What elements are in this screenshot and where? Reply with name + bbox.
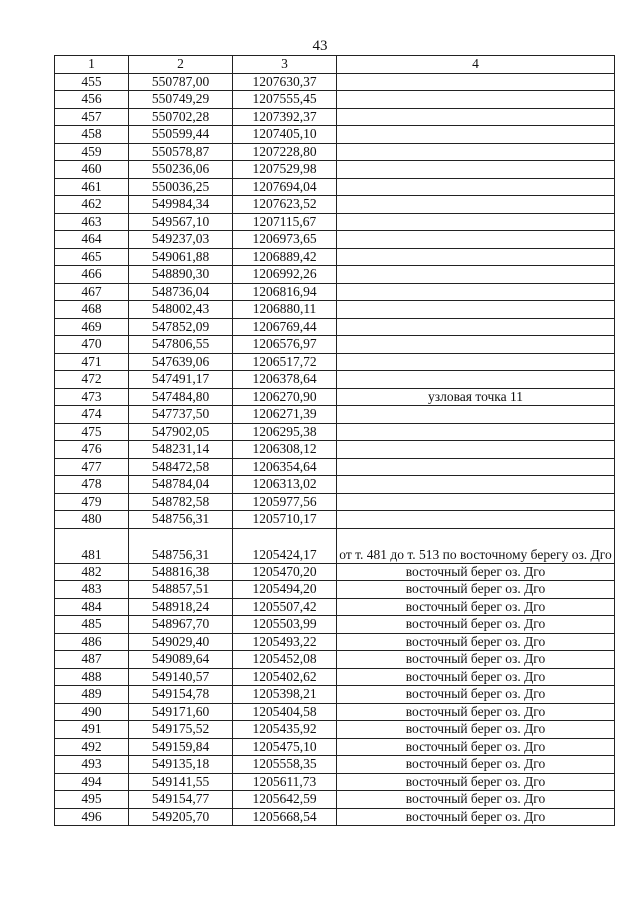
y-coordinate-cell: 1207529,98 xyxy=(233,161,337,179)
point-number-cell: 465 xyxy=(55,248,129,266)
x-coordinate-cell: 550236,06 xyxy=(129,161,233,179)
y-coordinate-cell: 1205710,17 xyxy=(233,511,337,529)
x-coordinate-cell: 547491,17 xyxy=(129,371,233,389)
note-cell xyxy=(337,301,615,319)
x-coordinate-cell: 550787,00 xyxy=(129,73,233,91)
point-number-cell: 455 xyxy=(55,73,129,91)
y-coordinate-cell: 1207630,37 xyxy=(233,73,337,91)
x-coordinate-cell: 549171,60 xyxy=(129,703,233,721)
point-number-cell: 463 xyxy=(55,213,129,231)
table-row xyxy=(55,108,615,126)
x-coordinate-cell: 547806,55 xyxy=(129,336,233,354)
table-row xyxy=(55,511,615,529)
table-row xyxy=(55,161,615,179)
x-coordinate-cell: 549089,64 xyxy=(129,651,233,669)
point-number-cell: 480 xyxy=(55,511,129,529)
x-coordinate-cell: 547902,05 xyxy=(129,423,233,441)
note-cell xyxy=(337,371,615,389)
table-row xyxy=(55,196,615,214)
y-coordinate-cell: 1205507,42 xyxy=(233,598,337,616)
y-coordinate-cell: 1205642,59 xyxy=(233,791,337,809)
table-row xyxy=(55,143,615,161)
y-coordinate-cell: 1205668,54 xyxy=(233,808,337,826)
x-coordinate-cell: 549154,78 xyxy=(129,686,233,704)
point-number-cell: 486 xyxy=(55,633,129,651)
y-coordinate-cell: 1206270,90 xyxy=(233,388,337,406)
note-cell xyxy=(337,353,615,371)
note-cell: восточный берег оз. Дго xyxy=(337,581,615,599)
x-coordinate-cell: 548756,31 xyxy=(129,528,233,563)
table-row xyxy=(55,563,615,581)
table-header-row xyxy=(55,56,615,74)
table-body xyxy=(55,73,615,826)
point-number-cell: 482 xyxy=(55,563,129,581)
note-cell xyxy=(337,213,615,231)
x-coordinate-cell: 550599,44 xyxy=(129,126,233,144)
point-number-cell: 459 xyxy=(55,143,129,161)
note-cell: восточный берег оз. Дго xyxy=(337,686,615,704)
point-number-cell: 471 xyxy=(55,353,129,371)
point-number-cell: 484 xyxy=(55,598,129,616)
coordinates-table xyxy=(54,55,615,826)
note-cell xyxy=(337,476,615,494)
table-row xyxy=(55,406,615,424)
table-row xyxy=(55,773,615,791)
x-coordinate-cell: 549237,03 xyxy=(129,231,233,249)
point-number-cell: 494 xyxy=(55,773,129,791)
table-row xyxy=(55,318,615,336)
x-coordinate-cell: 549061,88 xyxy=(129,248,233,266)
y-coordinate-cell: 1205452,08 xyxy=(233,651,337,669)
point-number-cell: 458 xyxy=(55,126,129,144)
x-coordinate-cell: 549159,84 xyxy=(129,738,233,756)
x-coordinate-cell: 548472,58 xyxy=(129,458,233,476)
y-coordinate-cell: 1207405,10 xyxy=(233,126,337,144)
y-coordinate-cell: 1206973,65 xyxy=(233,231,337,249)
table-row xyxy=(55,686,615,704)
note-cell: восточный берег оз. Дго xyxy=(337,773,615,791)
table-row xyxy=(55,493,615,511)
x-coordinate-cell: 549141,55 xyxy=(129,773,233,791)
point-number-cell: 483 xyxy=(55,581,129,599)
note-cell: узловая точка 11 xyxy=(337,388,615,406)
note-cell xyxy=(337,441,615,459)
x-coordinate-cell: 550578,87 xyxy=(129,143,233,161)
table-row xyxy=(55,668,615,686)
table-row xyxy=(55,231,615,249)
x-coordinate-cell: 548784,04 xyxy=(129,476,233,494)
point-number-cell: 487 xyxy=(55,651,129,669)
note-cell: восточный берег оз. Дго xyxy=(337,738,615,756)
table-row xyxy=(55,476,615,494)
y-coordinate-cell: 1207392,37 xyxy=(233,108,337,126)
table-row xyxy=(55,791,615,809)
note-cell xyxy=(337,178,615,196)
column-header-x: 2 xyxy=(129,56,233,74)
note-cell xyxy=(337,458,615,476)
table-row xyxy=(55,528,615,563)
x-coordinate-cell: 549567,10 xyxy=(129,213,233,231)
table-row xyxy=(55,353,615,371)
y-coordinate-cell: 1207694,04 xyxy=(233,178,337,196)
y-coordinate-cell: 1206889,42 xyxy=(233,248,337,266)
x-coordinate-cell: 549135,18 xyxy=(129,756,233,774)
table-row xyxy=(55,703,615,721)
table-row xyxy=(55,301,615,319)
table-row xyxy=(55,808,615,826)
note-cell xyxy=(337,248,615,266)
table-row xyxy=(55,248,615,266)
point-number-cell: 478 xyxy=(55,476,129,494)
note-cell: восточный берег оз. Дго xyxy=(337,651,615,669)
table-row xyxy=(55,598,615,616)
point-number-cell: 462 xyxy=(55,196,129,214)
x-coordinate-cell: 550749,29 xyxy=(129,91,233,109)
y-coordinate-cell: 1206816,94 xyxy=(233,283,337,301)
y-coordinate-cell: 1206271,39 xyxy=(233,406,337,424)
x-coordinate-cell: 548816,38 xyxy=(129,563,233,581)
y-coordinate-cell: 1206769,44 xyxy=(233,318,337,336)
note-cell xyxy=(337,318,615,336)
y-coordinate-cell: 1206576,97 xyxy=(233,336,337,354)
column-header-y: 3 xyxy=(233,56,337,74)
note-cell: восточный берег оз. Дго xyxy=(337,563,615,581)
note-cell xyxy=(337,406,615,424)
point-number-cell: 488 xyxy=(55,668,129,686)
note-cell xyxy=(337,493,615,511)
note-cell xyxy=(337,108,615,126)
x-coordinate-cell: 549154,77 xyxy=(129,791,233,809)
y-coordinate-cell: 1206354,64 xyxy=(233,458,337,476)
point-number-cell: 492 xyxy=(55,738,129,756)
x-coordinate-cell: 548967,70 xyxy=(129,616,233,634)
point-number-cell: 469 xyxy=(55,318,129,336)
point-number-cell: 479 xyxy=(55,493,129,511)
table-row xyxy=(55,266,615,284)
table-row xyxy=(55,581,615,599)
point-number-cell: 457 xyxy=(55,108,129,126)
point-number-cell: 481 xyxy=(55,528,129,563)
y-coordinate-cell: 1205398,21 xyxy=(233,686,337,704)
point-number-cell: 491 xyxy=(55,721,129,739)
note-cell xyxy=(337,266,615,284)
x-coordinate-cell: 547484,80 xyxy=(129,388,233,406)
note-cell: восточный берег оз. Дго xyxy=(337,703,615,721)
point-number-cell: 468 xyxy=(55,301,129,319)
y-coordinate-cell: 1207623,52 xyxy=(233,196,337,214)
y-coordinate-cell: 1206992,26 xyxy=(233,266,337,284)
point-number-cell: 466 xyxy=(55,266,129,284)
x-coordinate-cell: 550702,28 xyxy=(129,108,233,126)
point-number-cell: 464 xyxy=(55,231,129,249)
column-header-note: 4 xyxy=(337,56,615,74)
point-number-cell: 472 xyxy=(55,371,129,389)
point-number-cell: 461 xyxy=(55,178,129,196)
y-coordinate-cell: 1205404,58 xyxy=(233,703,337,721)
y-coordinate-cell: 1206313,02 xyxy=(233,476,337,494)
note-cell xyxy=(337,126,615,144)
y-coordinate-cell: 1207228,80 xyxy=(233,143,337,161)
x-coordinate-cell: 549029,40 xyxy=(129,633,233,651)
x-coordinate-cell: 548782,58 xyxy=(129,493,233,511)
point-number-cell: 473 xyxy=(55,388,129,406)
table-row xyxy=(55,633,615,651)
y-coordinate-cell: 1205977,56 xyxy=(233,493,337,511)
x-coordinate-cell: 547639,06 xyxy=(129,353,233,371)
x-coordinate-cell: 547852,09 xyxy=(129,318,233,336)
y-coordinate-cell: 1206308,12 xyxy=(233,441,337,459)
table-row xyxy=(55,616,615,634)
y-coordinate-cell: 1205611,73 xyxy=(233,773,337,791)
note-cell xyxy=(337,336,615,354)
point-number-cell: 490 xyxy=(55,703,129,721)
point-number-cell: 474 xyxy=(55,406,129,424)
point-number-cell: 493 xyxy=(55,756,129,774)
y-coordinate-cell: 1205435,92 xyxy=(233,721,337,739)
y-coordinate-cell: 1205558,35 xyxy=(233,756,337,774)
note-cell xyxy=(337,91,615,109)
y-coordinate-cell: 1206295,38 xyxy=(233,423,337,441)
point-number-cell: 495 xyxy=(55,791,129,809)
note-cell: восточный берег оз. Дго xyxy=(337,808,615,826)
note-cell: восточный берег оз. Дго xyxy=(337,721,615,739)
note-cell: восточный берег оз. Дго xyxy=(337,598,615,616)
y-coordinate-cell: 1206378,64 xyxy=(233,371,337,389)
note-cell: от т. 481 до т. 513 по восточному берегу оз. Дго xyxy=(337,528,615,563)
table-row xyxy=(55,371,615,389)
table-row xyxy=(55,738,615,756)
point-number-cell: 485 xyxy=(55,616,129,634)
y-coordinate-cell: 1205470,20 xyxy=(233,563,337,581)
note-cell xyxy=(337,231,615,249)
table-row xyxy=(55,73,615,91)
note-cell: восточный берег оз. Дго xyxy=(337,616,615,634)
point-number-cell: 489 xyxy=(55,686,129,704)
y-coordinate-cell: 1207555,45 xyxy=(233,91,337,109)
point-number-cell: 476 xyxy=(55,441,129,459)
point-number-cell: 477 xyxy=(55,458,129,476)
table-row xyxy=(55,336,615,354)
x-coordinate-cell: 550036,25 xyxy=(129,178,233,196)
table-row xyxy=(55,178,615,196)
x-coordinate-cell: 549205,70 xyxy=(129,808,233,826)
x-coordinate-cell: 548231,14 xyxy=(129,441,233,459)
y-coordinate-cell: 1205475,10 xyxy=(233,738,337,756)
y-coordinate-cell: 1205493,22 xyxy=(233,633,337,651)
point-number-cell: 496 xyxy=(55,808,129,826)
x-coordinate-cell: 548918,24 xyxy=(129,598,233,616)
table-row xyxy=(55,441,615,459)
point-number-cell: 470 xyxy=(55,336,129,354)
point-number-cell: 467 xyxy=(55,283,129,301)
x-coordinate-cell: 548857,51 xyxy=(129,581,233,599)
table-row xyxy=(55,458,615,476)
x-coordinate-cell: 549984,34 xyxy=(129,196,233,214)
column-header-number: 1 xyxy=(55,56,129,74)
note-cell xyxy=(337,143,615,161)
table-row xyxy=(55,213,615,231)
page-number: 43 xyxy=(312,38,328,54)
table-row xyxy=(55,91,615,109)
y-coordinate-cell: 1205494,20 xyxy=(233,581,337,599)
table-row xyxy=(55,721,615,739)
note-cell xyxy=(337,423,615,441)
x-coordinate-cell: 549140,57 xyxy=(129,668,233,686)
x-coordinate-cell: 548756,31 xyxy=(129,511,233,529)
y-coordinate-cell: 1207115,67 xyxy=(233,213,337,231)
x-coordinate-cell: 547737,50 xyxy=(129,406,233,424)
x-coordinate-cell: 549175,52 xyxy=(129,721,233,739)
note-cell: восточный берег оз. Дго xyxy=(337,756,615,774)
table-row xyxy=(55,126,615,144)
table-row xyxy=(55,388,615,406)
point-number-cell: 475 xyxy=(55,423,129,441)
note-cell xyxy=(337,73,615,91)
note-cell xyxy=(337,196,615,214)
note-cell: восточный берег оз. Дго xyxy=(337,668,615,686)
x-coordinate-cell: 548002,43 xyxy=(129,301,233,319)
table-row xyxy=(55,423,615,441)
y-coordinate-cell: 1205402,62 xyxy=(233,668,337,686)
table-row xyxy=(55,651,615,669)
y-coordinate-cell: 1206880,11 xyxy=(233,301,337,319)
point-number-cell: 456 xyxy=(55,91,129,109)
point-number-cell: 460 xyxy=(55,161,129,179)
note-cell xyxy=(337,283,615,301)
y-coordinate-cell: 1205503,99 xyxy=(233,616,337,634)
y-coordinate-cell: 1205424,17 xyxy=(233,528,337,563)
note-cell xyxy=(337,161,615,179)
note-cell: восточный берег оз. Дго xyxy=(337,633,615,651)
table-row xyxy=(55,756,615,774)
table-row xyxy=(55,283,615,301)
y-coordinate-cell: 1206517,72 xyxy=(233,353,337,371)
note-cell: восточный берег оз. Дго xyxy=(337,791,615,809)
x-coordinate-cell: 548736,04 xyxy=(129,283,233,301)
x-coordinate-cell: 548890,30 xyxy=(129,266,233,284)
note-cell xyxy=(337,511,615,529)
